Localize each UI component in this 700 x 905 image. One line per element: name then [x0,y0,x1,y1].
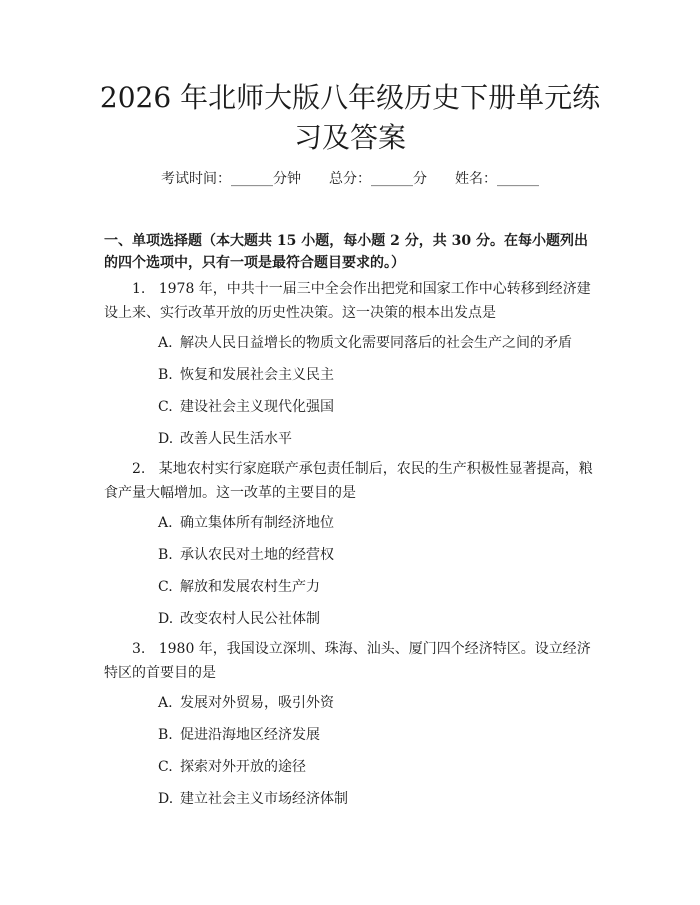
student-name-field: 姓名：______ [455,171,539,187]
question-3-option-c: C. 探索对外开放的途径 [158,759,306,775]
question-1-stem: 1. 1978 年，中共十一届三中全会作出把党和国家工作中心转移到经济建设上来、实行改革开放的历史性决策。这一决策的根本出发点是 [104,281,591,321]
question-2-option-c: C. 解放和发展农村生产力 [158,579,320,595]
question-2-option-a: A. 确立集体所有制经济地位 [158,515,334,531]
question-number: 3. [132,641,146,657]
question-1-option-d: D. 改善人民生活水平 [158,431,292,447]
total-score-field: 总分：______分 [329,171,427,187]
question-3-option-a: A. 发展对外贸易，吸引外资 [158,695,334,711]
question-2-option-d: D. 改变农村人民公社体制 [158,611,320,627]
exam-info-line [0,170,700,188]
question-2-option-b: B. 承认农民对土地的经营权 [158,547,334,563]
question-1-option-b: B. 恢复和发展社会主义民主 [158,367,334,383]
document-title: 2026 年北师大版八年级历史下册单元练习及答案 [99,81,601,154]
question-3-option-d: D. 建立社会主义市场经济体制 [158,791,348,807]
exam-time-field: 考试时间：______分钟 [161,171,301,187]
question-3-stem: 3. 1980 年，我国设立深圳、珠海、汕头、厦门四个经济特区。设立经济特区的首要目的是 [104,641,591,681]
question-3-option-b: B. 促进沿海地区经济发展 [158,727,320,743]
section-heading: 一、单项选择题（本大题共 15 小题，每小题 2 分，共 30 分。在每小题列出的四个选项中，只有一项是最符合题目要求的。） [104,233,588,271]
question-number: 1. [132,281,146,297]
question-1-option-c: C. 建设社会主义现代化强国 [158,399,334,415]
question-number: 2. [132,461,146,477]
question-1-option-a: A. 解决人民日益增长的物质文化需要同落后的社会生产之间的矛盾 [158,335,572,351]
question-2-stem: 2. 某地农村实行家庭联产承包责任制后，农民的生产积极性显著提高，粮食产量大幅增加。这一改革的主要目的是 [104,461,593,501]
